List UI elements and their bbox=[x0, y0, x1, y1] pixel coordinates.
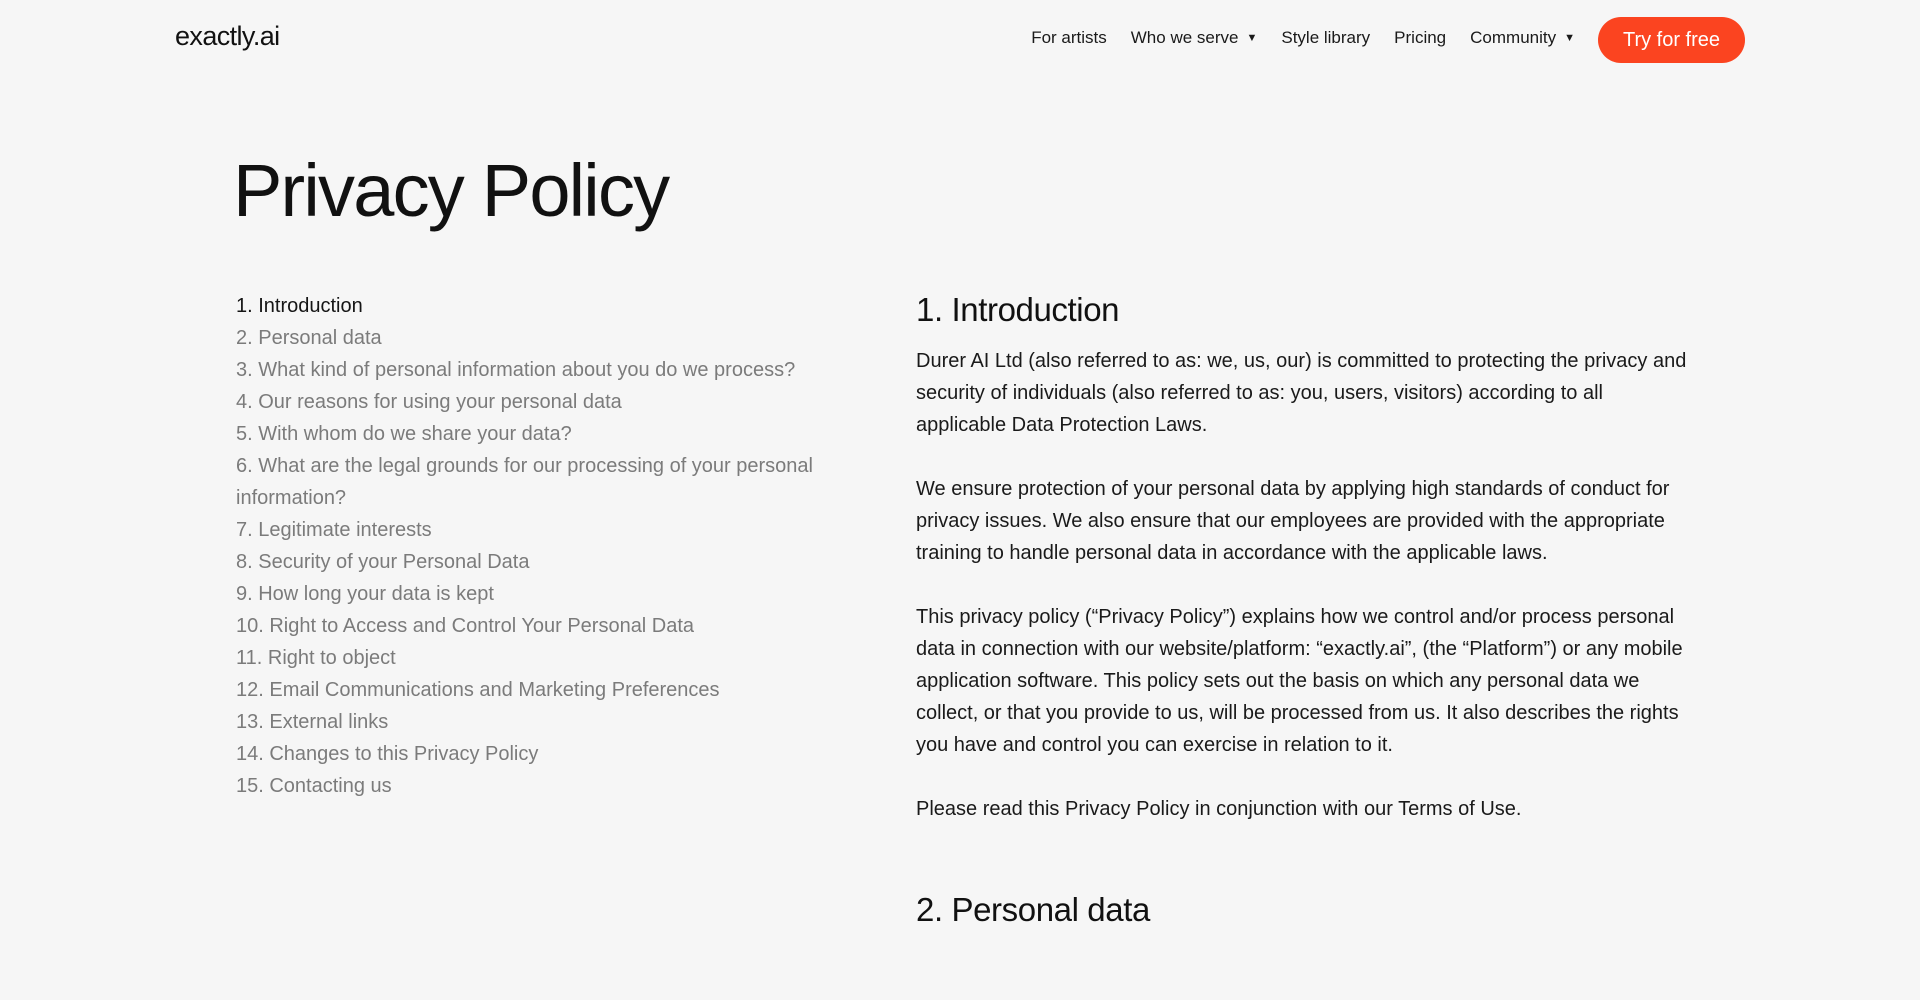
nav-item-pricing[interactable] bbox=[1394, 28, 1446, 48]
nav-item-style-library[interactable] bbox=[1281, 28, 1370, 48]
toc-item-retention[interactable]: 9. How long your data is kept bbox=[236, 583, 494, 605]
toc-item-external-links[interactable]: 13. External links bbox=[236, 711, 389, 733]
logo[interactable]: exactly.ai bbox=[175, 21, 280, 51]
caret-down-icon: ▼ bbox=[1246, 32, 1258, 44]
nav-item-label: Style library bbox=[1281, 28, 1371, 47]
section-heading-personal-data: 2. Personal data bbox=[916, 891, 1150, 928]
site-header bbox=[0, 0, 1920, 80]
try-for-free-button[interactable]: Try for free bbox=[1598, 17, 1745, 63]
nav-item-label: Pricing bbox=[1394, 28, 1447, 47]
section-heading-introduction: 1. Introduction bbox=[916, 291, 1120, 328]
paragraph-spacer bbox=[916, 569, 1696, 601]
caret-down-icon: ▼ bbox=[1564, 32, 1575, 44]
toc-item-personal-information[interactable]: 3. What kind of personal information about you do we process? bbox=[236, 359, 796, 381]
toc-item-personal-data[interactable]: 2. Personal data bbox=[236, 327, 382, 349]
toc-item-legal-grounds[interactable]: 6. What are the legal grounds for our processing of your personal information? bbox=[236, 455, 813, 509]
toc-item-changes[interactable]: 14. Changes to this Privacy Policy bbox=[236, 743, 539, 765]
toc-item-introduction[interactable]: 1. Introduction bbox=[236, 295, 363, 317]
nav-item-for-artists[interactable] bbox=[1031, 28, 1107, 48]
intro-paragraph-4: Please read this Privacy Policy in conjunction with our Terms of Use. bbox=[916, 798, 1522, 820]
page-title: Privacy Policy bbox=[233, 149, 669, 232]
intro-paragraph-1: Durer AI Ltd (also referred to as: we, us, our) is committed to protecting the privacy and security of individuals (also referred to as: you, users, visitors) according to all applicable Data Protection Laws. bbox=[916, 350, 1687, 436]
table-of-contents bbox=[236, 290, 856, 802]
toc-item-right-to-object[interactable]: 11. Right to object bbox=[236, 647, 396, 669]
paragraph-spacer bbox=[916, 441, 1696, 473]
nav-item-label: For artists bbox=[1031, 28, 1107, 47]
toc-item-access-control[interactable]: 10. Right to Access and Control Your Personal Data bbox=[236, 615, 695, 637]
toc-item-sharing[interactable]: 5. With whom do we share your data? bbox=[236, 423, 572, 445]
toc-item-security[interactable]: 8. Security of your Personal Data bbox=[236, 551, 530, 573]
paragraph-spacer bbox=[916, 761, 1696, 793]
nav-item-label: Community bbox=[1470, 28, 1557, 47]
toc-item-reasons[interactable]: 4. Our reasons for using your personal data bbox=[236, 391, 622, 413]
nav-item-who-we-serve[interactable] bbox=[1131, 28, 1258, 48]
toc-item-contacting-us[interactable]: 15. Contacting us bbox=[236, 775, 392, 797]
main-nav bbox=[1031, 28, 1575, 48]
intro-paragraph-2: We ensure protection of your personal data by applying high standards of conduct for privacy issues. We also ensure that our employees are provided with the appropriate training to handle personal data in accordance with the applicable laws. bbox=[916, 478, 1670, 564]
intro-paragraph-3: This privacy policy (“Privacy Policy”) explains how we control and/or process personal data in connection with our website/platform: “exactly.ai”, (the “Platform”) or any mobile application software. This policy sets out the basis on which any personal data we collect, or that you provide to us, will be processed from us. It also describes the rights you have and control you can exercise in relation to it. bbox=[916, 606, 1683, 756]
nav-item-label: Who we serve bbox=[1130, 28, 1239, 47]
policy-content bbox=[916, 285, 1696, 935]
nav-item-community[interactable] bbox=[1470, 28, 1575, 48]
toc-item-legitimate-interests[interactable]: 7. Legitimate interests bbox=[236, 519, 432, 541]
toc-item-email-communications[interactable]: 12. Email Communications and Marketing Preferences bbox=[236, 679, 720, 701]
